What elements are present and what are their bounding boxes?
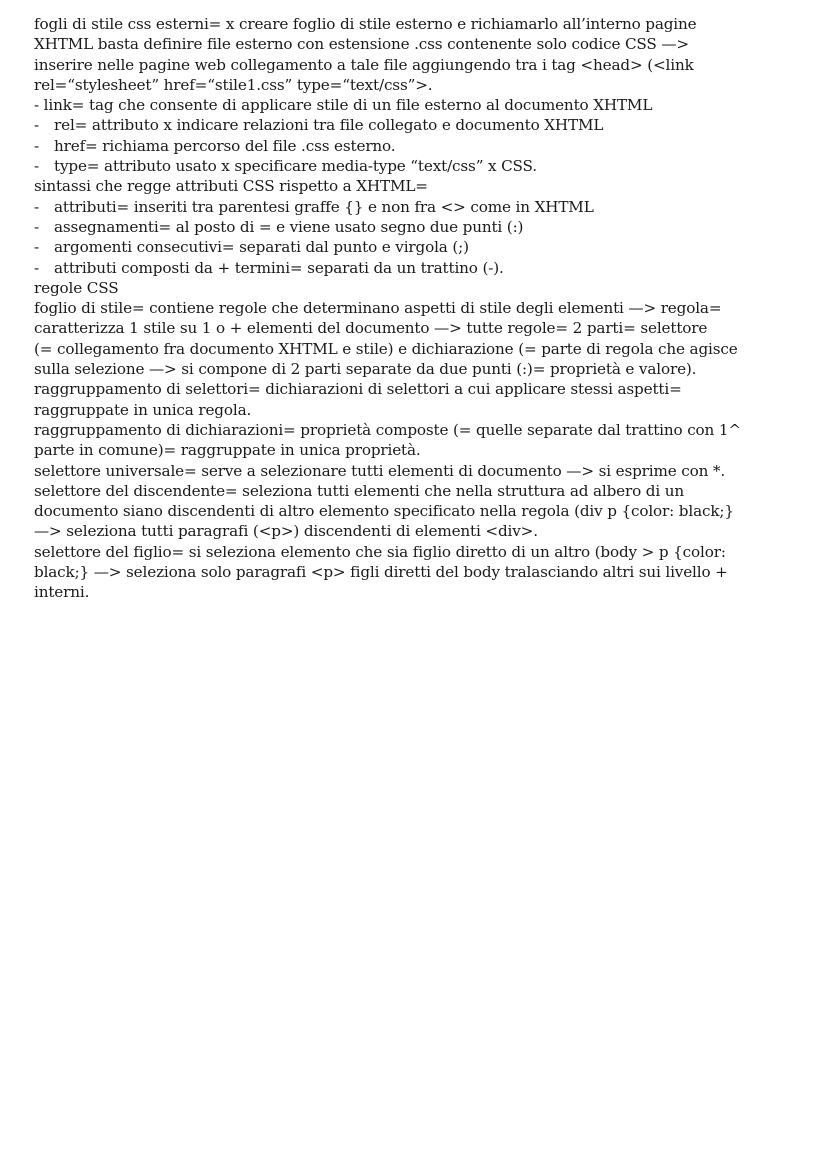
bullet-text: href= richiama percorso del file .css esterno. xyxy=(54,136,396,155)
text-line: raggruppamento di selettori= dichiarazioni di selettori a cui applicare stessi aspetti= xyxy=(34,380,682,399)
text-line: black;} —> seleziona solo paragrafi <p> figli diretti del body tralasciando altri sui livello + xyxy=(34,563,728,582)
text-line: sulla selezione —> si compone di 2 parti separate da due punti (:)= proprietà e valore). xyxy=(34,360,697,379)
bullet-marker: - xyxy=(34,258,39,277)
bullet-item xyxy=(34,115,814,135)
bullet-text: argomenti consecutivi= separati dal punto e virgola (;) xyxy=(54,238,469,257)
bullet-item xyxy=(34,237,814,257)
text-line: raggruppamento di dichiarazioni= proprietà composte (= quelle separate dal trattino con 1^ xyxy=(34,420,741,439)
section-heading: regole CSS xyxy=(34,278,119,297)
bullet-text: attributi= inseriti tra parentesi graffe {} e non fra <> come in XHTML xyxy=(54,197,594,216)
bullet-item xyxy=(34,156,814,176)
bullet-item xyxy=(34,217,814,237)
text-line: selettore del figlio= si seleziona elemento che sia figlio diretto di un altro (body > p {color: xyxy=(34,542,726,561)
bullet-item xyxy=(34,258,814,278)
document-body xyxy=(34,14,814,603)
bullet-marker: - xyxy=(34,238,39,257)
bullet-marker: - xyxy=(34,116,39,135)
text-line: inserire nelle pagine web collegamento a tale file aggiungendo tra i tag <head> (<link xyxy=(34,55,694,74)
text-line: —> seleziona tutti paragrafi (<p>) discendenti di elementi <div>. xyxy=(34,522,538,541)
text-line: fogli di stile css esterni= x creare foglio di stile esterno e richiamarlo all’interno pagine xyxy=(34,15,697,33)
text-line: selettore universale= serve a selezionare tutti elementi di documento —> si esprime con *. xyxy=(34,461,726,480)
bullet-text: assegnamenti= al posto di = e viene usato segno due punti (:) xyxy=(54,217,524,236)
bullet-marker: - xyxy=(34,157,39,176)
bullet-text: attributi composti da + termini= separati da un trattino (-). xyxy=(54,258,504,277)
text-line: (= collegamento fra documento XHTML e stile) e dichiarazione (= parte di regola che agisce xyxy=(34,339,738,358)
bullet-marker: - xyxy=(34,217,39,236)
text-line: parte in comune)= raggruppate in unica proprietà. xyxy=(34,441,421,460)
bullet-text: rel= attributo x indicare relazioni tra file collegato e documento XHTML xyxy=(54,116,604,135)
text-line: - link= tag che consente di applicare stile di un file esterno al documento XHTML xyxy=(34,96,653,115)
bullet-item xyxy=(34,136,814,156)
text-line: sintassi che regge attributi CSS rispetto a XHTML= xyxy=(34,177,428,196)
bullet-marker: - xyxy=(34,197,39,216)
bullet-text: type= attributo usato x specificare media-type “text/css” x CSS. xyxy=(54,157,537,176)
text-line: rel=“stylesheet” href=“stile1.css” type=“text/css”>. xyxy=(34,75,433,94)
text-line: foglio di stile= contiene regole che determinano aspetti di stile degli elementi —> regola= xyxy=(34,299,722,318)
bullet-marker: - xyxy=(34,136,39,155)
text-line: raggruppate in unica regola. xyxy=(34,400,252,419)
text-line: documento siano discendenti di altro elemento specificato nella regola (div p {color: black;} xyxy=(34,502,734,521)
text-line: interni. xyxy=(34,583,90,602)
text-line: selettore del discendente= seleziona tutti elementi che nella struttura ad albero di un xyxy=(34,481,685,500)
text-line: XHTML basta definire file esterno con estensione .css contenente solo codice CSS —> xyxy=(34,35,689,54)
bullet-item xyxy=(34,197,814,217)
text-line: caratterizza 1 stile su 1 o + elementi del documento —> tutte regole= 2 parti= selettore xyxy=(34,319,708,338)
